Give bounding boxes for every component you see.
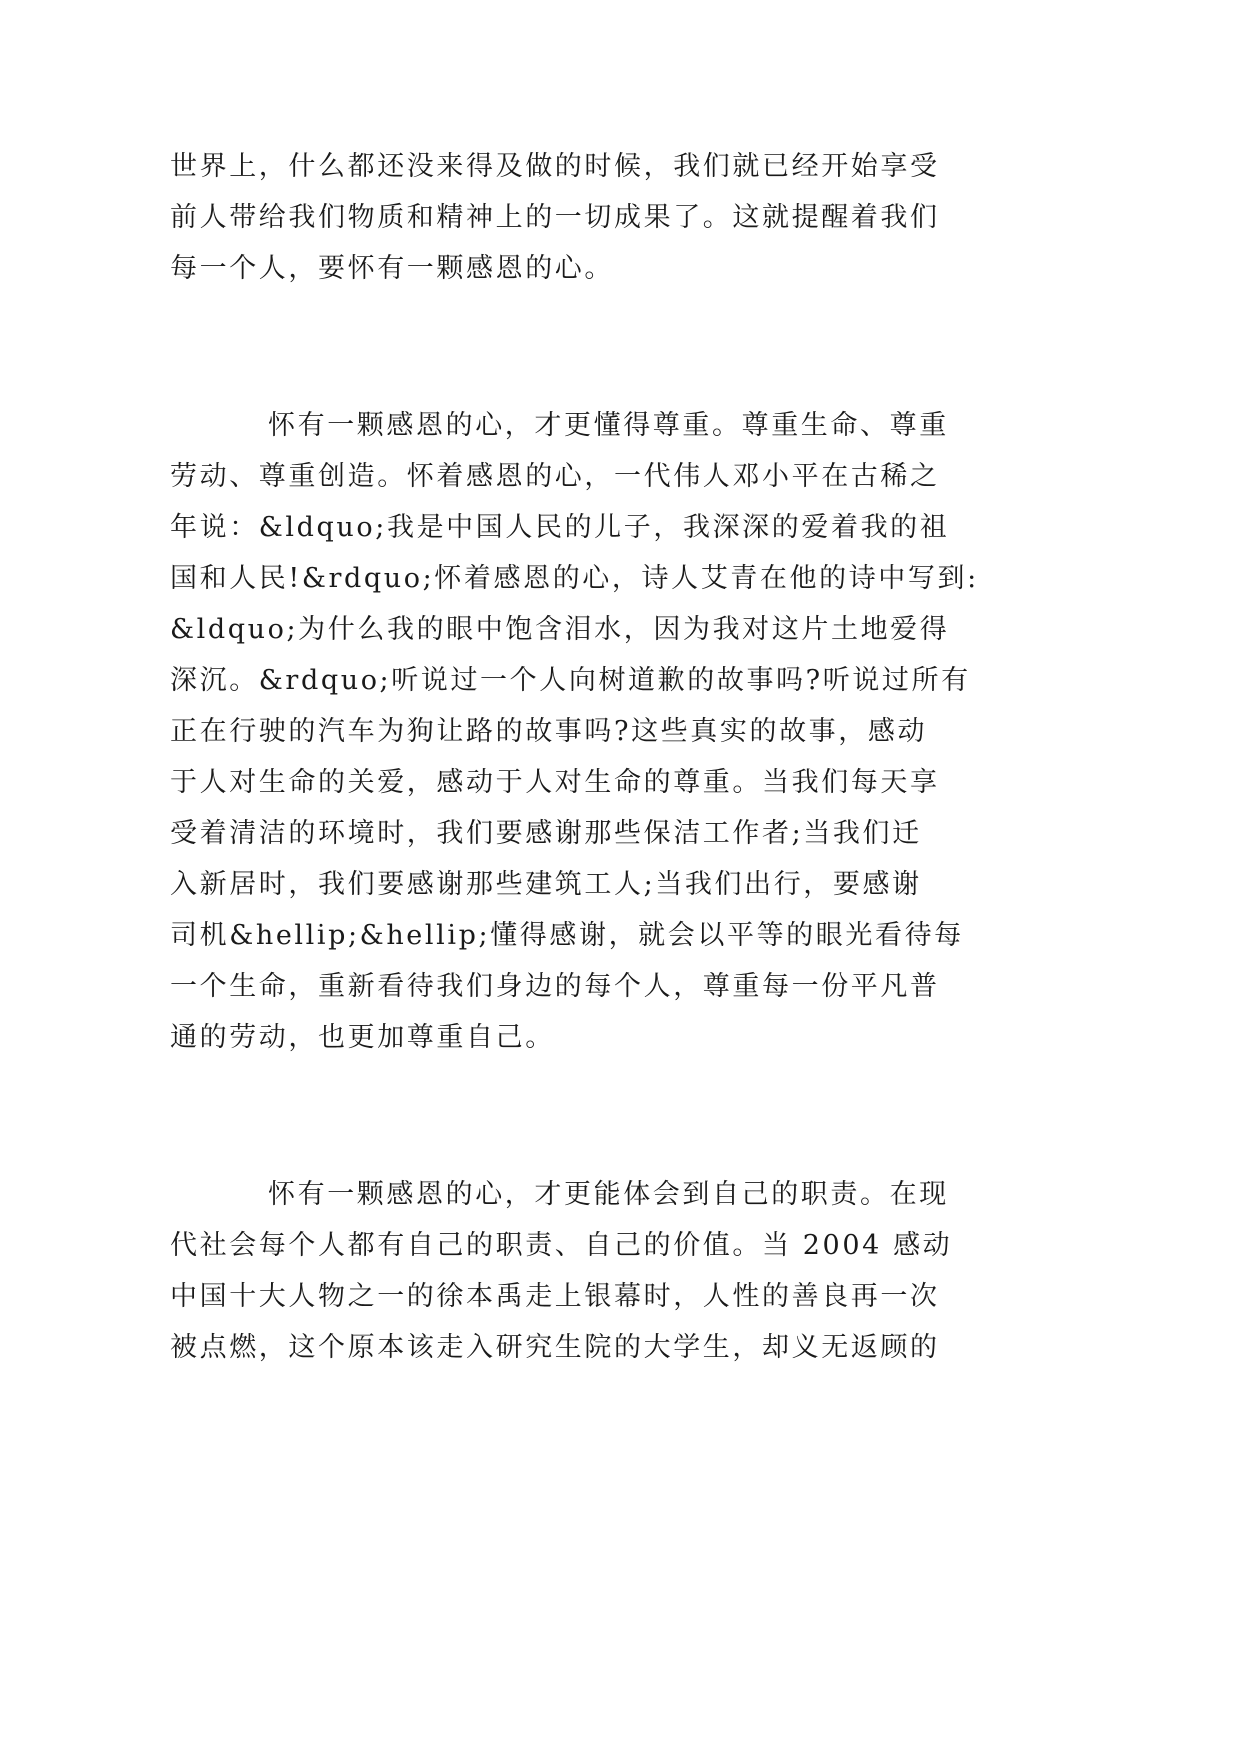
paragraph-2-line-4: 国和人民!&rdquo;怀着感恩的心，诗人艾青在他的诗中写到: <box>170 563 979 594</box>
paragraph-3-line-2: 代社会每个人都有自己的职责、自己的价值。当 2004 感动 <box>170 1230 953 1261</box>
paragraph-2-line-3: 年说：&ldquo;我是中国人民的儿子，我深深的爱着我的祖 <box>170 512 950 543</box>
paragraph-2-line-9: 受着清洁的环境时，我们要感谢那些保洁工作者;当我们迁 <box>170 818 922 849</box>
paragraph-3-line-1: 怀有一颗感恩的心，才更能体会到自己的职责。在现 <box>268 1179 949 1210</box>
paragraph-1-line-1: 世界上，什么都还没来得及做的时候，我们就已经开始享受 <box>170 151 940 182</box>
paragraph-1-line-2: 前人带给我们物质和精神上的一切成果了。这就提醒着我们 <box>170 202 940 233</box>
paragraph-2-line-2: 劳动、尊重创造。怀着感恩的心，一代伟人邓小平在古稀之 <box>170 461 940 492</box>
paragraph-2-line-11: 司机&hellip;&hellip;懂得感谢，就会以平等的眼光看待每 <box>170 920 964 951</box>
paragraph-2-line-12: 一个生命，重新看待我们身边的每个人，尊重每一份平凡普 <box>170 971 940 1002</box>
paragraph-2-line-10: 入新居时，我们要感谢那些建筑工人;当我们出行，要感谢 <box>170 869 922 900</box>
paragraph-2-line-13: 通的劳动，也更加尊重自己。 <box>170 1022 555 1053</box>
paragraph-2-line-5: &ldquo;为什么我的眼中饱含泪水，因为我对这片土地爱得 <box>170 614 950 645</box>
paragraph-2-line-7: 正在行驶的汽车为狗让路的故事吗?这些真实的故事，感动 <box>170 716 928 747</box>
paragraph-2-line-6: 深沉。&rdquo;听说过一个人向树道歉的故事吗?听说过所有 <box>170 665 971 696</box>
paragraph-1-line-3: 每一个人，要怀有一颗感恩的心。 <box>170 253 614 284</box>
paragraph-2-line-8: 于人对生命的关爱，感动于人对生命的尊重。当我们每天享 <box>170 767 940 798</box>
paragraph-3-line-4: 被点燃，这个原本该走入研究生院的大学生，却义无返顾的 <box>170 1332 940 1363</box>
paragraph-3-line-3: 中国十大人物之一的徐本禹走上银幕时，人性的善良再一次 <box>170 1281 940 1312</box>
paragraph-2-line-1: 怀有一颗感恩的心，才更懂得尊重。尊重生命、尊重 <box>268 410 949 441</box>
